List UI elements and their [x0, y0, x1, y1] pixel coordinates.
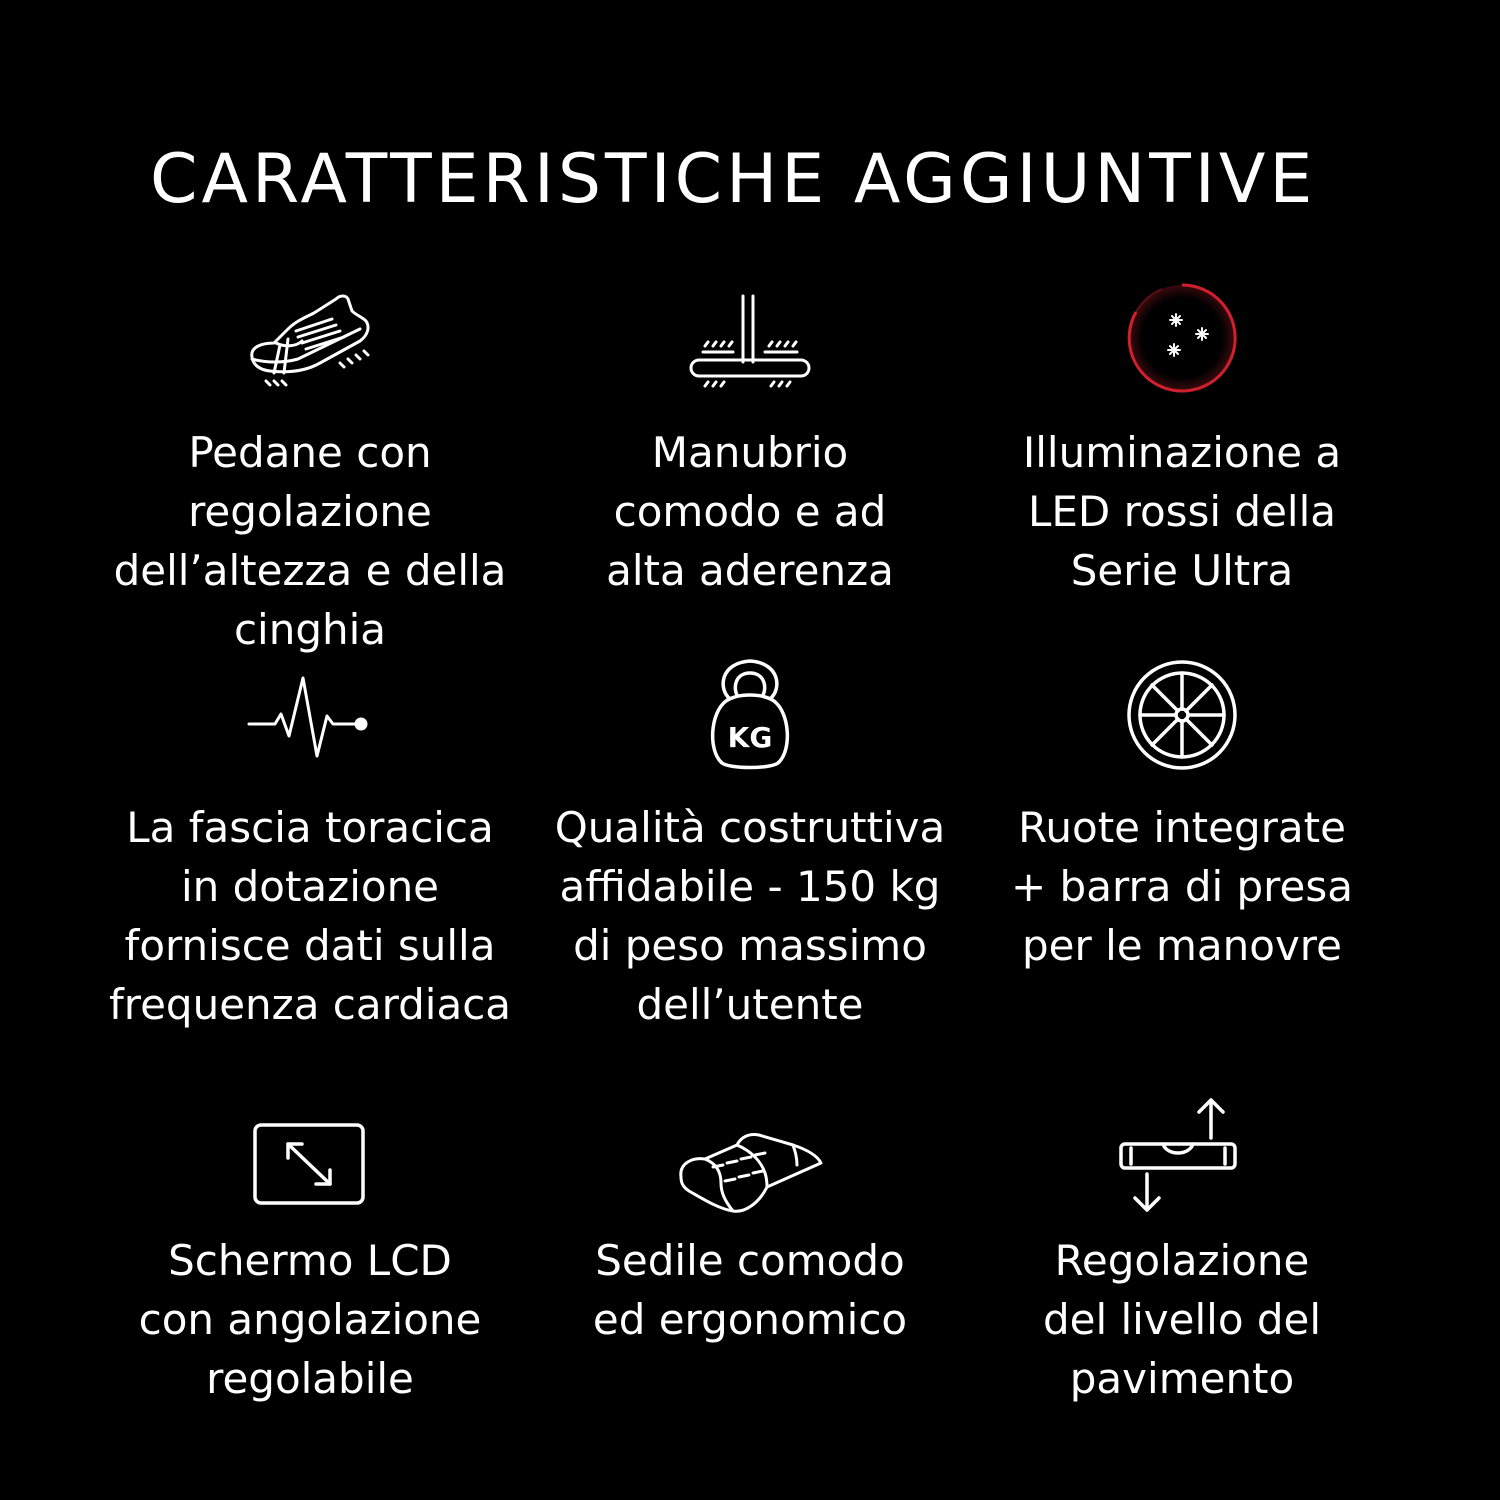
level-adjust-icon	[962, 1090, 1402, 1220]
feature-label: Manubrio comodo e ad alta aderenza	[606, 428, 894, 595]
feature-label: Ruote integrate + barra di presa per le manovre	[1011, 803, 1353, 970]
shoe-icon	[90, 280, 530, 400]
feature-label: Regolazione del livello del pavimento	[1042, 1236, 1322, 1403]
heartbeat-icon	[90, 655, 530, 775]
feature-label: Sedile comodo ed ergonomico	[592, 1236, 908, 1344]
feature-label: La fascia toracica in dotazione fornisce dati sulla frequenza cardiaca	[108, 803, 512, 1029]
feature-label: Qualità costruttiva affidabile - 150 kg di peso massimo dell’utente	[554, 803, 946, 1029]
seat-icon	[530, 1100, 970, 1230]
feature-label: Schermo LCD con angolazione regolabile	[138, 1236, 482, 1403]
screen-angle-icon	[90, 1100, 530, 1230]
svg-text:KG: KG	[727, 721, 773, 754]
feature-label: Pedane con regolazione dell’altezza e della cinghia	[113, 428, 507, 654]
handlebar-icon	[530, 280, 970, 400]
page-title: CARATTERISTICHE AGGIUNTIVE	[150, 140, 1317, 219]
led-light-icon	[962, 280, 1402, 400]
kettlebell-icon	[530, 655, 970, 775]
feature-label: Illuminazione a LED rossi della Serie Ultra	[1022, 428, 1342, 595]
wheel-icon	[962, 655, 1402, 775]
